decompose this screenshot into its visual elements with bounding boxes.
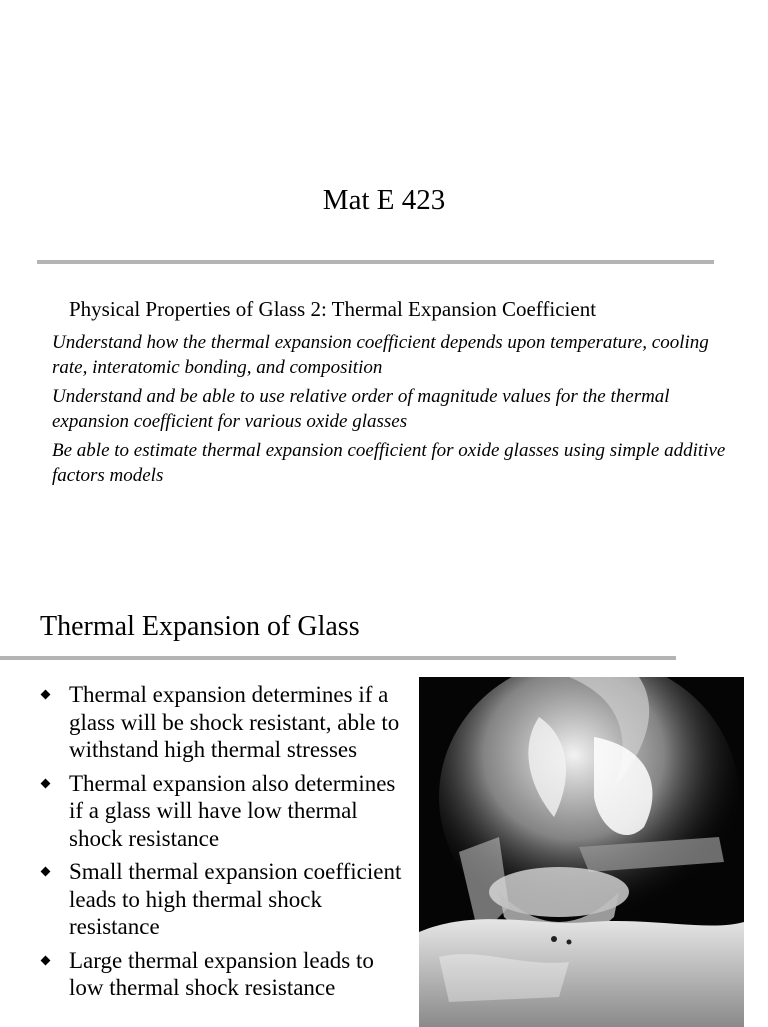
bullet-text: Small thermal expansion coefficient leads to high thermal shock resistance [69, 859, 402, 939]
slide-subtitle: Physical Properties of Glass 2: Thermal Expansion Coefficient [69, 297, 597, 321]
bullet-list [38, 681, 408, 1008]
title-divider [37, 260, 714, 264]
title-divider [0, 656, 676, 660]
diamond-bullet-icon [41, 690, 51, 700]
objective-item: Understand how the thermal expansion coefficient depends upon temperature, cooling rate, interatomic bonding, and composition [52, 332, 709, 378]
diamond-bullet-icon [41, 778, 51, 788]
bullet-item [38, 770, 408, 853]
bullet-text: Thermal expansion determines if a glass will be shock resistant, able to withstand high thermal stresses [69, 682, 400, 762]
glass-on-ice-photo [419, 677, 744, 1027]
bullet-text: Thermal expansion also determines if a glass will have low thermal shock resistance [69, 770, 396, 851]
slide-2 [0, 576, 768, 1024]
diamond-bullet-icon [41, 955, 51, 965]
objectives-list [52, 330, 742, 492]
bullet-item [38, 681, 408, 764]
slide-title: Mat E 423 [322, 184, 446, 216]
diamond-bullet-icon [41, 867, 51, 877]
bullet-item [38, 947, 408, 1002]
bullet-item [38, 858, 408, 941]
objective-item: Understand and be able to use relative order of magnitude values for the thermal expansion coefficient for various oxide glasses [52, 386, 670, 432]
slide-title: Thermal Expansion of Glass [40, 611, 360, 642]
bullet-text: Large thermal expansion leads to low thermal shock resistance [69, 947, 374, 1000]
objective-item: Be able to estimate thermal expansion coefficient for oxide glasses using simple additive factors models [52, 440, 726, 486]
